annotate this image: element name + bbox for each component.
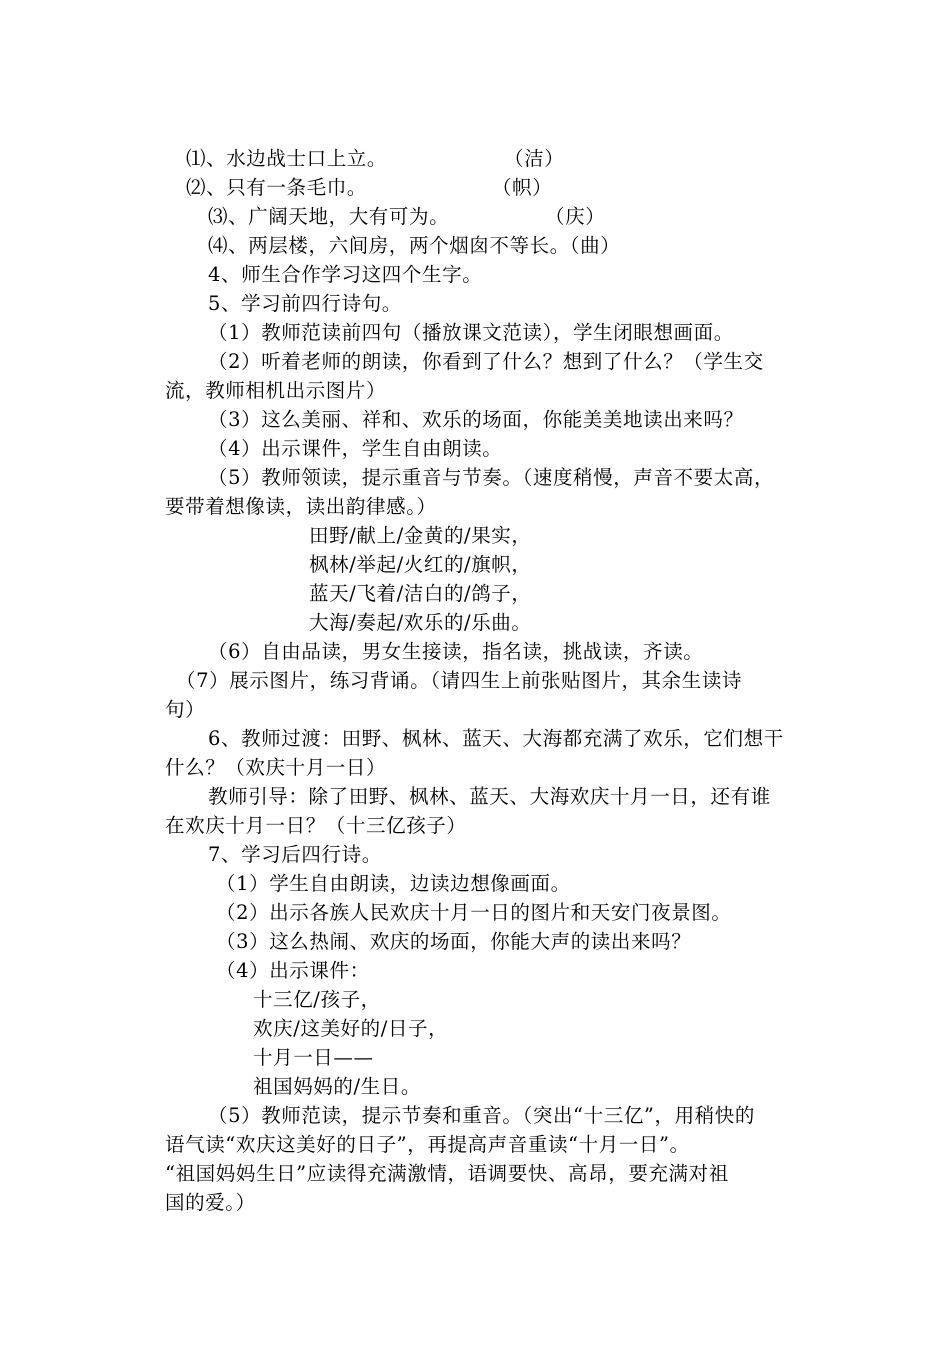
poem-line: 蓝天/飞着/洁白的/鸽子，: [309, 582, 532, 605]
poem-line: 田野/献上/金黄的/果实，: [309, 524, 532, 547]
poem-line: 大海/奏起/欢乐的/乐曲。: [309, 611, 532, 634]
paragraph-line: 国的爱。）: [165, 1191, 256, 1214]
paragraph-line: （3）这么热闹、欢庆的场面，你能大声的读出来吗？: [216, 930, 692, 953]
exercise-answer: （庆）: [545, 205, 606, 228]
paragraph-line: （1）学生自由朗读，边读边想像画面。: [216, 872, 571, 895]
paragraph-line: （6）自由品读，男女生接读，指名读，挑战读，齐读。: [208, 640, 704, 663]
exercise-item: [208, 202, 606, 231]
paragraph-line: 在欢庆十月一日？（十三亿孩子）: [165, 814, 467, 837]
paragraph-line: “祖国妈妈生日”应读得充满激情，语调要快、高昂，要充满对祖: [165, 1162, 729, 1185]
poem-line: 十月一日——: [253, 1046, 374, 1069]
poem-line: 枫林/举起/火红的/旗帜，: [309, 553, 532, 576]
paragraph-line: 语气读“欢庆这美好的日子”，再提高声音重读“十月一日”。: [165, 1133, 690, 1156]
paragraph-line: （4）出示课件：: [216, 959, 370, 982]
paragraph-line: 要带着想像读，读出韵律感。）: [165, 495, 437, 518]
paragraph-line: （7）展示图片，练习背诵。（请四生上前张贴图片，其余生读诗: [176, 669, 743, 692]
poem-line: 十三亿/孩子，: [253, 988, 381, 1011]
paragraph-line: （5）教师领读，提示重音与节奏。（速度稍慢，声音不要太高，: [208, 466, 775, 489]
paragraph-line: 4、师生合作学习这四个生字。: [208, 263, 483, 286]
exercise-sentence: ⑶、广阔天地，大有可为。: [208, 205, 450, 228]
paragraph-line: （1）教师范读前四句（播放课文范读），学生闭眼想画面。: [208, 321, 734, 344]
paragraph-line: （2）听着老师的朗读，你看到了什么？想到了什么？（学生交: [208, 350, 764, 373]
paragraph-line: （3）这么美丽、祥和、欢乐的场面，你能美美地读出来吗？: [208, 408, 744, 431]
exercise-sentence: ⑴、水边战士口上立。: [186, 147, 388, 170]
exercise-answer: （洁）: [504, 147, 565, 170]
paragraph-line: 什么？（欢庆十月一日）: [165, 756, 387, 779]
paragraph-line: 流，教师相机出示图片）: [165, 379, 387, 402]
poem-line: 欢庆/这美好的/日子，: [253, 1017, 449, 1040]
paragraph-line: 7、学习后四行诗。: [208, 843, 382, 866]
exercise-item: [186, 173, 553, 202]
paragraph-line: 6、教师过渡：田野、枫林、蓝天、大海都充满了欢乐，它们想干: [208, 727, 784, 750]
paragraph-line: （4）出示课件，学生自由朗读。: [208, 437, 503, 460]
exercise-answer: （帜）: [492, 176, 553, 199]
paragraph-line: 教师引导：除了田野、枫林、蓝天、大海欢庆十月一日，还有谁: [208, 785, 771, 808]
paragraph-line: 5、学习前四行诗句。: [208, 292, 402, 315]
paragraph-line: 句）: [165, 698, 206, 721]
exercise-item: [186, 144, 565, 173]
paragraph-line: （5）教师范读，提示节奏和重音。（突出“十三亿”，用稍快的: [208, 1104, 755, 1127]
paragraph-line: （2）出示各族人民欢庆十月一日的图片和天安门夜景图。: [216, 901, 732, 924]
exercise-sentence: ⑵、只有一条毛巾。: [186, 176, 367, 199]
poem-line: 祖国妈妈的/生日。: [253, 1075, 421, 1098]
exercise-item: [208, 231, 620, 260]
exercise-sentence: ⑷、两层楼，六间房，两个烟囱不等长。（曲）: [208, 234, 621, 257]
